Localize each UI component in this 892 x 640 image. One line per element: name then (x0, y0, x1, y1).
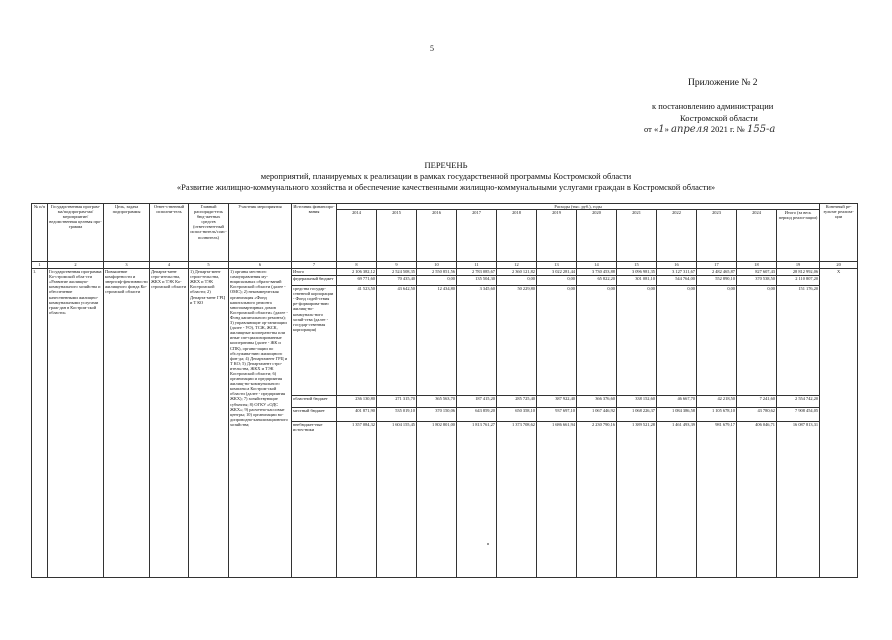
program-title: «Развитие жилищно-коммунального хозяйства и обеспечение качественными жилищно-коммунальными услугами граждан в Костромской области» (176, 182, 716, 192)
col-number: 16 (657, 262, 697, 269)
financing-source: федеральный бюджет (292, 276, 337, 286)
financing-value: 236 130,80 (337, 396, 377, 408)
financing-value: 1 813 761,27 (457, 422, 497, 578)
date-prefix: от « (644, 124, 659, 134)
financing-value: 406 046,71 (737, 422, 777, 578)
financing-value: 2 106 382,12 (337, 269, 377, 276)
header-manager: Главный распоряди-тель бюд-жетных средств (ответствен-ный испол-нитель/соис-полнитель) (189, 204, 229, 262)
financing-value: 3 127 311,67 (657, 269, 697, 276)
financing-value: 544 764,00 (657, 276, 697, 286)
list-subtitle: мероприятий, планируемых к реализации в рамках государственной программы Костромской области (260, 171, 632, 181)
col-number: 3 (104, 262, 150, 269)
financing-value: 1 461 493,39 (657, 422, 697, 578)
financing-value: 2 230 790,16 (577, 422, 617, 578)
col-number: 9 (377, 262, 417, 269)
financing-value: 41 523,50 (337, 286, 377, 396)
financing-source: местный бюджет (292, 408, 337, 422)
row-responsible: Департа-мент стро-ительства, ЖКХ и ТЭК Ко-стромской области (150, 269, 189, 578)
header-year: 2019 (537, 210, 577, 262)
col-number: 17 (697, 262, 737, 269)
header-year: 2016 (417, 210, 457, 262)
financing-value: 65 822,20 (577, 276, 617, 286)
date-month-handwritten: апреля (670, 124, 709, 135)
financing-value: 1 067 446,92 (577, 408, 617, 422)
financing-value: 643 859,20 (457, 408, 497, 422)
financing-value: 2 482 465,87 (697, 269, 737, 276)
financing-value: 1 604 155,45 (377, 422, 417, 578)
financing-total: 7 908 454,05 (777, 408, 820, 422)
date-mid: » (664, 124, 671, 134)
decree-date-line (644, 124, 775, 135)
financing-value: 271 315,70 (377, 396, 417, 408)
col-number: 20 (820, 262, 858, 269)
header-responsible: Ответ-ственный исполни-тель (150, 204, 189, 262)
financing-value: 365 563,70 (417, 396, 457, 408)
header-num: № п/п (32, 204, 48, 262)
financing-value: 0,00 (417, 276, 457, 286)
financing-source: областной бюджет (292, 396, 337, 408)
header-name: Государственная програм-ма/подпрограм-ма/мероприятие/ведомственная целевая про-грамма (48, 204, 104, 262)
financing-value: 650 358,10 (497, 408, 537, 422)
col-number: 19 (777, 262, 820, 269)
financing-value: 981 679,17 (697, 422, 737, 578)
col-number: 18 (737, 262, 777, 269)
col-number: 11 (457, 262, 497, 269)
financing-value: 0,00 (537, 276, 577, 286)
col-number: 7 (292, 262, 337, 269)
row-goal: Повышение комфортности и энергоэф-фективности жилищного фонда Ко-стромской области (104, 269, 150, 578)
scan-speck (487, 543, 489, 545)
col-number: 6 (229, 262, 292, 269)
row-name: Государственная программа Ко-стромской обла-сти «Развитие жилищно-коммунального хозяйства и обеспечение качественными жилищно-коммунальными услугами граж-дан в Костром-ской области» (48, 269, 104, 578)
decree-number-handwritten: 155-а (746, 124, 776, 135)
row-manager: 1) Департа-мент строи-тельства, ЖКХ и ТЭК Костромской области; 2) Департа-мент ГРЦ и Т КО (189, 269, 229, 578)
financing-value: 0,00 (537, 286, 577, 396)
page-number: 5 (430, 44, 434, 53)
col-number: 14 (577, 262, 617, 269)
financing-value: 69 771,60 (337, 276, 377, 286)
financing-value: 0,00 (497, 276, 537, 286)
financing-value: 1 084 386,58 (657, 408, 697, 422)
header-year: 2020 (577, 210, 617, 262)
header-source: Источник финансиро-вания (292, 204, 337, 262)
financing-value: 285 725,40 (497, 396, 537, 408)
row-participants: 1) органы местного самоуправления му-ниципальных образо-ваний Костромской области (далее - ОМС); 2) некоммерческая организация «Фонд капитального ремонта многоквартирных домов Костромской области» (далее - Фонд капитального ремонта); 3) управляющие ор-ганизации (далее - УО), ТСЖ, ЖСК, жилищные кооперати-вы или иные спе-циализированные кооперативы (далее - ЖК и СПК), органи-зации по обслужива-нию жилищного фон-да; 4) Департамент ГРЦ и Т КО; 5) Департамент стро-ительства, ЖКХ и ТЭК Костромской области; 6) организации и предприятия жилищ-но-коммунального комплекса Костром-ской области (далее - предприятия ЖКХ); 7) хозяйствующие субъекты; 8) ОГКУ «ОДС ЖКХ»; 9) расчетно-кассовые центры; 10) организации во-допроводно-канализационного хозяйства; (229, 269, 292, 578)
financing-value: 42 218,50 (697, 396, 737, 408)
financing-total: 28 812 992,06 (777, 269, 820, 276)
financing-source: внебюджет-ные источ-ники (292, 422, 337, 578)
financing-value: 0,00 (617, 286, 657, 396)
col-number: 10 (417, 262, 457, 269)
row-number: 1. (32, 269, 48, 578)
col-number: 4 (150, 262, 189, 269)
decree-line-1: к постановлению администрации (652, 101, 774, 111)
financing-value: 370 538,50 (737, 276, 777, 286)
financing-value: 301 081,10 (617, 276, 657, 286)
header-year: 2023 (697, 210, 737, 262)
financing-source: Итого (292, 269, 337, 276)
col-number: 8 (337, 262, 377, 269)
header-total: Итого (за весь период реали-зации) (777, 210, 820, 262)
header-goal: Цель, задача подпрограммы (104, 204, 150, 262)
date-day-handwritten: 1 (658, 124, 665, 135)
financing-value: 387 922,40 (537, 396, 577, 408)
financing-value: 401 871,90 (337, 408, 377, 422)
financing-total: 2 554 742,20 (777, 396, 820, 408)
financing-value: 7 241,60 (737, 396, 777, 408)
financing-value: 535 019,10 (377, 408, 417, 422)
financing-value: 1 373 708,62 (497, 422, 537, 578)
financing-value: 0,00 (657, 286, 697, 396)
financing-value: 46 667,70 (657, 396, 697, 408)
financing-value: 2 783 085,67 (457, 269, 497, 276)
financing-value: 1 802 801,00 (417, 422, 457, 578)
header-year: 2015 (377, 210, 417, 262)
financing-value: 338 152,60 (617, 396, 657, 408)
financing-value: 3 345,60 (457, 286, 497, 396)
header-result: Конечный ре-зультат реализа-ции (820, 204, 858, 262)
header-year: 2024 (737, 210, 777, 262)
financing-value: 0,00 (697, 286, 737, 396)
financing-value: 366 376,60 (577, 396, 617, 408)
header-year: 2021 (617, 210, 657, 262)
financing-value: 827 607,43 (737, 269, 777, 276)
financing-value: 937 697,10 (537, 408, 577, 422)
list-title: ПЕРЕЧЕНЬ (424, 160, 468, 170)
financing-value: 2 524 508,35 (377, 269, 417, 276)
header-expenses: Расходы (тыс. руб.), годы (337, 204, 820, 210)
financing-value: 3 730 453,88 (577, 269, 617, 276)
col-number: 2 (48, 262, 104, 269)
financing-value: 0,00 (737, 286, 777, 396)
col-number: 15 (617, 262, 657, 269)
financing-value: 3 022 281,44 (537, 269, 577, 276)
financing-source: средства государ-ственной корпорации - Фонд содей-ствия ре-формирова-нию жилищ-но-коммуналь-ного хозяй-ства (далее - государ-ственная корпорация) (292, 286, 337, 396)
measures-table (31, 203, 858, 578)
financing-value: 1 686 661,94 (537, 422, 577, 578)
date-year: 2021 г. № (708, 124, 747, 134)
financing-value: 1 389 521,28 (617, 422, 657, 578)
header-year: 2018 (497, 210, 537, 262)
financing-total: 2 110 807,20 (777, 276, 820, 286)
financing-value: 552 890,10 (697, 276, 737, 286)
financing-total: 16 087 813,31 (777, 422, 820, 578)
financing-value: 43 780,62 (737, 408, 777, 422)
header-participants: Участник мероприятия (229, 204, 292, 262)
decree-line-2: Костромской области (680, 113, 758, 123)
financing-value: 3 096 981,35 (617, 269, 657, 276)
financing-total: 151 176,20 (777, 286, 820, 396)
appendix-title: Приложение № 2 (688, 78, 758, 88)
financing-value: 2 360 121,82 (497, 269, 537, 276)
financing-value: 1 357 084,32 (337, 422, 377, 578)
financing-value: 0,00 (577, 286, 617, 396)
financing-value: 2 550 851,56 (417, 269, 457, 276)
financing-value: 187 415,20 (457, 396, 497, 408)
col-number: 5 (189, 262, 229, 269)
financing-value: 12 434,80 (417, 286, 457, 396)
financing-value: 50 229,80 (497, 286, 537, 396)
col-number: 12 (497, 262, 537, 269)
col-number: 13 (537, 262, 577, 269)
financing-value: 70 435,40 (377, 276, 417, 286)
row-result: X (820, 269, 858, 578)
financing-value: 135 504,30 (457, 276, 497, 286)
financing-value: 1 068 226,37 (617, 408, 657, 422)
financing-value: 1 105 678,10 (697, 408, 737, 422)
header-year: 2014 (337, 210, 377, 262)
header-year: 2022 (657, 210, 697, 262)
header-year: 2017 (457, 210, 497, 262)
financing-value: 370 150,06 (417, 408, 457, 422)
col-number: 1 (32, 262, 48, 269)
financing-value: 43 642,50 (377, 286, 417, 396)
